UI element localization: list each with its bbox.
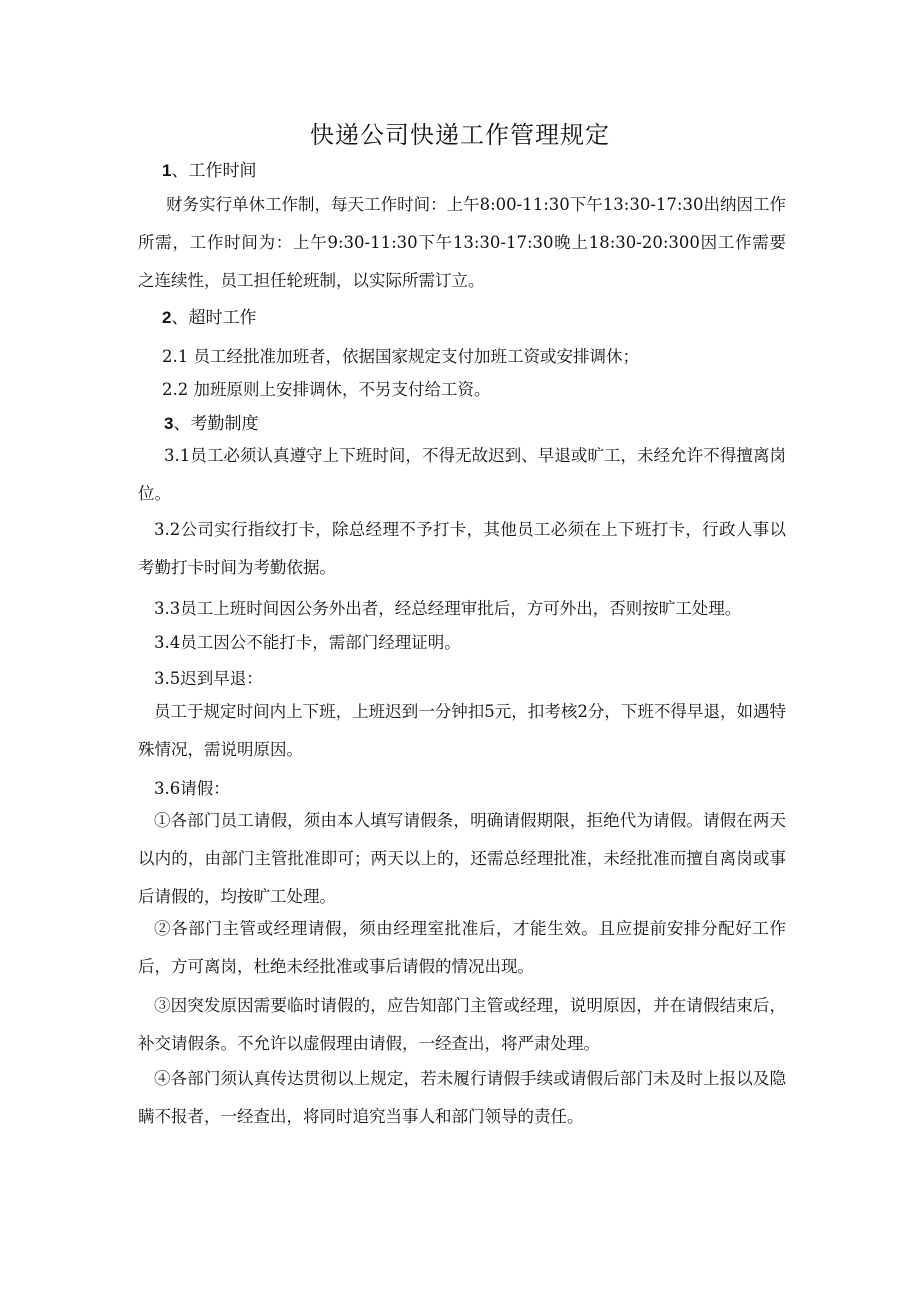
paragraph-3-1: 3.1员工必须认真遵守上下班时间，不得无故迟到、早退或旷工，未经允许不得擅离岗位。: [138, 446, 786, 503]
paragraph-leave-4: ④各部门须认真传达贯彻以上规定，若未履行请假手续或请假后部门未及时上报以及隐瞒不报者，一经查出，将同时追究当事人和部门领导的责任。: [138, 1069, 786, 1126]
section-heading-2: [162, 303, 256, 328]
paragraph-3-5-detail: 员工于规定时间内上下班，上班迟到一分钟扣5元，扣考核2分，下班不得早退，如遇特殊情况，需说明原因。: [138, 702, 786, 759]
paragraph-2-2: 2.2 加班原则上安排调休，不另支付给工资。: [162, 380, 491, 399]
section-number: 2: [162, 308, 172, 327]
paragraph-3-2: 3.2公司实行指纹打卡，除总经理不予打卡，其他员工必须在上下班打卡，行政人事以考勤打卡时间为考勤依据。: [138, 520, 786, 577]
paragraph-leave-1: ①各部门员工请假，须由本人填写请假条，明确请假期限，拒绝代为请假。请假在两天以内的，由部门主管批准即可；两天以上的，还需总经理批准，未经批准而擅自离岗或事后请假的，均按旷工处理。: [138, 811, 786, 906]
section-heading-1: [162, 156, 256, 181]
section-title: 、超时工作: [171, 308, 257, 328]
paragraph-2-1: 2.1 员工经批准加班者，依据国家规定支付加班工资或安排调休；: [162, 347, 639, 366]
paragraph-3-6: 3.6请假：: [154, 779, 230, 798]
section-heading-3: [164, 409, 258, 434]
section-number: 1: [162, 161, 172, 180]
section-title: 、考勤制度: [173, 414, 259, 434]
paragraph-3-5: 3.5迟到早退：: [154, 669, 263, 688]
paragraph-3-3: 3.3员工上班时间因公务外出者，经总经理审批后，方可外出，否则按旷工处理。: [154, 599, 742, 618]
document-title: 快递公司快递工作管理规定: [310, 121, 610, 149]
section-number: 3: [164, 414, 174, 433]
section-title: 、工作时间: [171, 161, 257, 181]
paragraph-leave-2: ②各部门主管或经理请假，须由经理室批准后，才能生效。且应提前安排分配好工作后，方可离岗，杜绝未经批准或事后请假的情况出现。: [138, 919, 786, 976]
paragraph-leave-3: ③因突发原因需要临时请假的，应告知部门主管或经理，说明原因，并在请假结束后，补交请假条。不允许以虚假理由请假，一经查出，将严肃处理。: [138, 996, 786, 1053]
paragraph-work-hours: 财务实行单休工作制，每天工作时间：上午8:00-11:30下午13:30-17:30出纳因工作所需，工作时间为：上午9:30-11:30下午13:30-17:30晚上18:30-20:300因工作需要之连续性，员工担任轮班制，以实际所需订立。: [138, 195, 786, 290]
paragraph-3-4: 3.4员工因公不能打卡，需部门经理证明。: [154, 633, 461, 652]
